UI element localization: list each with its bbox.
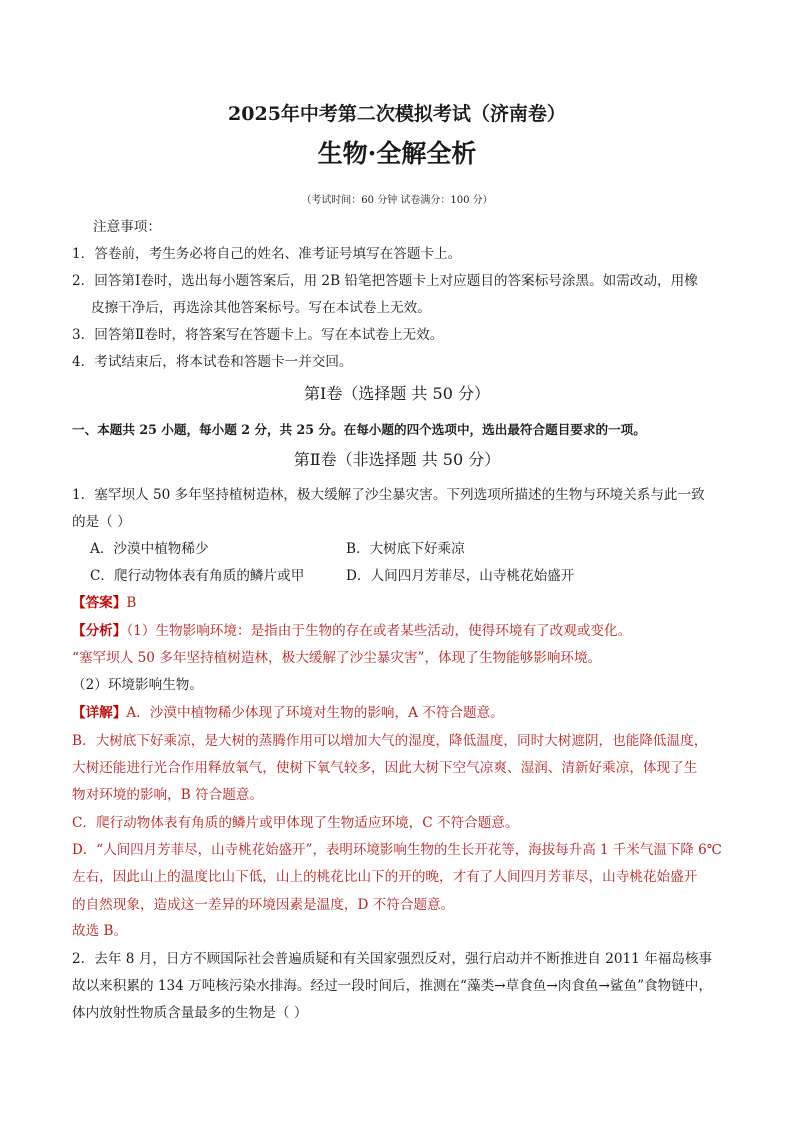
detail-text: C．爬行动物体表有角质的鳞片或甲体现了生物适应环境，C 不符合题意。 xyxy=(72,815,519,831)
notice-heading: 注意事项： xyxy=(93,219,161,235)
notice-item: 2．回答第Ⅰ卷时，选出每小题答案后，用 2B 铅笔把答题卡上对应题目的答案标号涂黑。如需改动，用橡 xyxy=(72,273,698,289)
exam-meta: （考试时间：60 分钟 试卷满分：100 分） xyxy=(301,195,493,206)
notice-item: 1．答卷前，考生务必将自己的姓名、准考证号填写在答题卡上。 xyxy=(72,246,462,262)
question-stem: 故以来积累的 134 万吨核污染水排海。经过一段时间后，推测在“藻类→草食鱼→肉食鱼→鲨鱼”食物链中， xyxy=(72,978,712,994)
analysis-tag: 【分析】 xyxy=(72,623,127,639)
question-stem: 体内放射性物质含量最多的生物是（ ） xyxy=(72,1005,308,1021)
detail-tag: 【详解】 xyxy=(72,705,127,721)
detail-text: A．沙漠中植物稀少体现了环境对生物的影响，A 不符合题意。 xyxy=(126,705,504,721)
exam-title: 2025年中考第二次模拟考试（济南卷） xyxy=(228,103,566,125)
option-c: C．爬行动物体表有角质的鳞片或甲 xyxy=(90,568,305,584)
section-1-title: 第Ⅰ卷（选择题 共 50 分） xyxy=(304,384,490,403)
option-d: D．人间四月芳菲尽，山寺桃花始盛开 xyxy=(346,568,575,584)
option-b: B．大树底下好乘凉 xyxy=(346,541,465,557)
analysis-text: “塞罕坝人 50 多年坚持植树造林，极大缓解了沙尘暴灾害”，体现了生物能够影响环境。 xyxy=(72,650,602,666)
detail-line xyxy=(72,704,504,722)
exam-subtitle: 生物·全解全析 xyxy=(317,139,477,168)
notice-item: 皮擦干净后，再选涂其他答案标号。写在本试卷上无效。 xyxy=(91,300,431,316)
analysis-text: （1）生物影响环境：是指由于生物的存在或者某些活动，使得环境有了改观或变化。 xyxy=(126,623,632,639)
analysis-text: （2）环境影响生物。 xyxy=(72,677,203,693)
notice-item: 4．考试结束后，将本试卷和答题卡一并交回。 xyxy=(72,354,353,370)
question-stem: 2．去年 8 月，日方不顾国际社会普遍质疑和有关国家强烈反对，强行启动并不断推进自 2011 年福岛核事 xyxy=(72,951,713,967)
question-stem: 的是（ ） xyxy=(72,514,131,530)
option-a: A．沙漠中植物稀少 xyxy=(90,541,209,557)
analysis-line xyxy=(72,622,631,640)
detail-text: 的自然现象，造成这一差异的环境因素是温度，D 不符合题意。 xyxy=(72,897,455,913)
answer-line xyxy=(72,594,136,612)
section-2-title: 第Ⅱ卷（非选择题 共 50 分） xyxy=(293,450,501,469)
answer-tag: 【答案】 xyxy=(72,595,127,611)
detail-text: 左右，因此山上的温度比山下低，山上的桃花比山下的开的晚，才有了人间四月芳菲尽，山寺桃花始盛开 xyxy=(72,869,698,885)
detail-text: D．“人间四月芳菲尽，山寺桃花始盛开”，表明环境影响生物的生长开花等，海拔每升高 1 千米气温下降 6℃ xyxy=(72,842,722,858)
answer-value: B xyxy=(126,595,137,611)
detail-text: 物对环境的影响，B 符合题意。 xyxy=(72,787,264,803)
detail-text: B．大树底下好乘凉，是大树的蒸腾作用可以增加大气的湿度，降低温度，同时大树遮阴，也能降低温度， xyxy=(72,733,708,749)
detail-text: 大树还能进行光合作用释放氧气，使树下氧气较多，因此大树下空气凉爽、湿润、清新好乘凉，体现了生 xyxy=(72,760,698,776)
question-stem: 1．塞罕坝人 50 多年坚持植树造林，极大缓解了沙尘暴灾害。下列选项所描述的生物与环境关系与此一致 xyxy=(72,487,705,503)
conclusion-text: 故选 B。 xyxy=(72,923,128,939)
section-1-instruction: 一、本题共 25 小题，每小题 2 分，共 25 分。在每小题的四个选项中，选出最符合题目要求的一项。 xyxy=(72,422,646,437)
notice-item: 3．回答第Ⅱ卷时，将答案写在答题卡上。写在本试卷上无效。 xyxy=(72,327,444,343)
